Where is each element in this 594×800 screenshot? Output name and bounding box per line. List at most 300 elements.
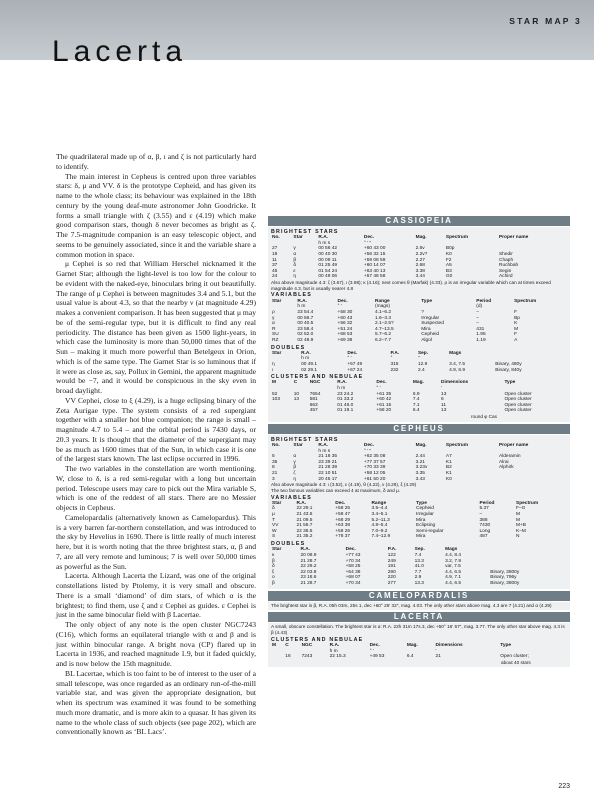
cell: 4.9, 6.9 — [449, 367, 466, 373]
cell: Mira — [416, 534, 426, 540]
col-header: Mag. — [412, 380, 424, 386]
cell: 2.9 — [414, 575, 422, 581]
cepheus-brightest-table — [271, 443, 567, 482]
cell: +67 24 — [347, 367, 363, 373]
cell: Alrai — [498, 459, 509, 465]
cell: Long — [479, 528, 491, 534]
cell: B0p — [445, 246, 455, 252]
cell: 6 — [441, 397, 444, 403]
col-header: Period — [479, 500, 495, 506]
col-header: Spectrum — [445, 443, 468, 449]
cassiopeia-doubles-table — [271, 351, 567, 373]
cell: A5 — [445, 263, 452, 269]
cell: 232 — [390, 367, 399, 373]
cell: 6.4 — [406, 654, 414, 660]
body-paragraph: μ Cephei is so red that William Herschel nicknamed it the Garnet Star; although the light-level is too low for the colour to be evident with the naked-eye, binoculars bring it out beautifully. The range of μ Cephei is between magnitudes 3.4 and 5.1, but the usual value is about 4.3, so that the nearby ν (at magnitude 4.29) makes a convenient comparison. It has been suggested that μ may be of the semi-regular type, but it is difficult to find any real periodicity. The distance has been given as 1500 light-years, in which case the luminosity is more than 50,000 times that of the Sun – making it much more powerful than Betelgeux in Orion, which is of the same type. The Garnet Star is so luminous that if it were as close as, say, Pollux in Gemini, the apparent magnitude would be −7, and it would be conspicuous in the sky even in broad daylight. — [56, 259, 256, 395]
cell: +57 48 58 — [363, 274, 386, 280]
cell: β — [293, 257, 297, 263]
cell: VV — [272, 523, 279, 529]
cell: 37 — [272, 263, 278, 269]
cell: 11 — [272, 257, 277, 263]
cell: 21 43.5 — [296, 512, 313, 518]
cell: Cepheid — [421, 332, 440, 338]
col-header: Spectrum — [514, 298, 537, 304]
col-header: Spectrum — [516, 500, 539, 506]
cell: +56 32 — [337, 321, 353, 327]
cell: K1 — [445, 471, 452, 476]
cell: W — [272, 528, 277, 534]
cell: K–M — [516, 528, 526, 534]
cell: Suspected — [421, 321, 444, 327]
cell: 01 25 49 — [318, 263, 338, 269]
cell: ο — [272, 575, 275, 581]
unit-cell: h m s — [318, 240, 331, 246]
cell: 00 49 06 — [318, 274, 338, 280]
cell: 27 — [272, 246, 278, 252]
lacerta-text: A small, obscure constellation. The brightest star is α: R.A. 22h 31m 17s.3, dec +50° 16′ 57″, mag. 3.77. The only other star above mag. 4.3 is β (4.43) — [271, 624, 565, 635]
cell: 4.7–13.5 — [375, 326, 394, 332]
cell: 20 45 17 — [318, 476, 338, 482]
cell: Shedir — [498, 252, 513, 258]
cell: +58 47 — [335, 512, 351, 518]
cell: Mira — [416, 517, 426, 523]
cell: B3 — [445, 268, 452, 274]
cell: 3.38 — [415, 268, 425, 274]
cell: Segin — [498, 268, 512, 274]
col-header: R.A. — [329, 642, 340, 648]
cell: Achird — [498, 274, 513, 280]
cell: 45 — [272, 268, 278, 274]
cell: +49 53 — [369, 654, 385, 660]
cell: Mira — [421, 326, 431, 332]
col-header: No. — [272, 443, 280, 449]
unit-cell: h m — [301, 356, 310, 362]
cell: 3.43 — [415, 476, 425, 482]
cell: κ — [272, 552, 275, 558]
cell: S — [272, 534, 276, 540]
cell: 457 — [309, 408, 318, 414]
cell: +58 30 — [337, 309, 353, 315]
section-header: STAR MAP 3 — [509, 16, 582, 26]
cell: 7.1 — [412, 402, 420, 408]
cell: 01 33.2 — [337, 397, 354, 403]
cassiopeia-brightest-table — [271, 235, 567, 280]
cell: ι — [272, 367, 274, 373]
cell: var, 7.5 — [445, 564, 461, 570]
cell: ζ — [293, 471, 296, 476]
col-header: Period — [476, 298, 492, 304]
cell: 249 — [387, 558, 396, 564]
col-header: Dec. — [345, 547, 356, 553]
col-header: Dec. — [335, 500, 346, 506]
cell: η — [293, 476, 297, 482]
cell: 02 52.0 — [297, 332, 314, 338]
cepheus-section-title: CEPHEUS — [268, 424, 570, 434]
col-header: Mags — [449, 350, 462, 356]
cell: 22 03.8 — [300, 569, 317, 575]
col-header: Dec. — [347, 350, 358, 356]
cell: 2.2v? — [415, 252, 428, 258]
cell: 7.0–9.2 — [371, 528, 388, 534]
brightest-stars-heading: BRIGHTEST STARS — [271, 229, 339, 235]
cepheus-bright-note-2: The two famous variables can exceed 4 at maximum, δ and μ. — [271, 487, 401, 493]
cell: 21 18 35 — [318, 454, 338, 460]
cell: 00 49.1 — [301, 361, 318, 367]
cell: +63 38 — [335, 523, 351, 529]
col-header: Star — [293, 443, 303, 449]
col-header: R.A. — [318, 235, 328, 241]
table-row — [271, 338, 567, 344]
cell: Ruchbah — [498, 263, 519, 269]
cell: +60 42 — [376, 397, 392, 403]
table-row — [271, 368, 567, 374]
cell: 21 28 39 — [318, 465, 338, 471]
col-header: NGC — [309, 380, 321, 386]
cassiopeia-clusters-table — [271, 380, 567, 414]
cell: 13 — [293, 397, 300, 403]
cell: Binary, 3800y — [490, 569, 520, 575]
cell: Binary, 3800y — [490, 580, 520, 586]
col-header: Proper name — [498, 235, 529, 241]
cell: 21 35.2 — [296, 534, 313, 540]
col-header: Mag. — [406, 642, 418, 648]
camelopardalis-panel — [268, 602, 570, 611]
cell: 13 — [441, 408, 447, 414]
col-header: P.A. — [390, 350, 400, 356]
cell: 1.19 — [476, 337, 486, 343]
cell: Chaph — [498, 257, 514, 263]
col-header: R.A. — [297, 298, 307, 304]
cell: Open cluster — [504, 397, 532, 403]
col-header: C — [293, 380, 298, 386]
col-header: Type — [416, 500, 427, 506]
unit-cell: ″ — [417, 356, 420, 362]
table-row — [271, 534, 567, 540]
cell: +61 15 — [376, 402, 392, 408]
cell: β — [272, 580, 275, 586]
body-paragraph: The main interest in Cepheus is centred upon three variables stars: δ, μ and VV. δ is the prototype Cepheid, and has given its name to the whole class; its behaviour was explained in the 18th century by the young deaf-mute astronomer John Goodricke. It forms a small triangle with ζ (3.55) and ε (4.19) which make good comparison stars, though δ never becomes as bright as ζ. The 7.5-magnitude companion is an easy telescopic object, and seems to be genuinely associated, since it and the variable share a common motion in space. — [56, 171, 256, 259]
cell: R — [272, 326, 276, 332]
cell: ε — [293, 268, 296, 274]
cell: +51 24 — [337, 326, 353, 332]
cell: 2.4 — [417, 367, 425, 373]
col-header: Dimensions — [435, 642, 463, 648]
cell: 4.4, 8.4 — [445, 552, 462, 558]
cell: 23 24.2 — [337, 391, 354, 397]
cell: 01 46.0 — [337, 402, 354, 408]
cell: Bp — [514, 315, 520, 321]
cell: 13.3 — [414, 558, 424, 564]
cell: 4.4, 6.5 — [445, 569, 462, 575]
cell: η — [293, 274, 297, 280]
cell: 4.8–5.4 — [371, 523, 388, 529]
cell: – — [479, 512, 483, 518]
cell: 21 56.7 — [296, 523, 313, 529]
col-header: C — [285, 642, 289, 648]
cell: 23 39 21 — [318, 459, 338, 465]
cell: 2.27 — [415, 257, 425, 263]
cell: F2 — [445, 257, 452, 263]
cell: Binary, 840y — [495, 367, 522, 373]
col-header: R.A. — [301, 350, 311, 356]
cell: 21 09.5 — [296, 517, 313, 523]
cell: 21 28.7 — [300, 558, 317, 564]
cell: 02 29.1 — [301, 367, 318, 373]
cell: 7654 — [309, 391, 321, 397]
cell: Eclipsing — [416, 523, 436, 529]
col-header: Sep. — [414, 547, 425, 553]
cell: δ — [272, 564, 275, 570]
cell: 23 54.4 — [297, 309, 314, 315]
cell: 5.37 — [479, 506, 489, 512]
table-row — [271, 581, 567, 587]
cell: K0 — [445, 252, 452, 258]
cell: F–G — [516, 506, 526, 512]
cell: A7 — [445, 454, 452, 460]
cell: Binary, 480y — [495, 361, 522, 367]
unit-cell: h m — [337, 386, 346, 392]
cell: 3.44 — [415, 274, 425, 280]
cell: γ — [293, 246, 296, 252]
cell: Open cluster — [504, 408, 532, 414]
col-header: Mags — [445, 547, 458, 553]
cell: +58 25 — [345, 564, 361, 570]
page-number: 223 — [558, 783, 570, 790]
cell: 24 — [272, 274, 278, 280]
cell: 01 19.1 — [337, 408, 354, 414]
cell: 7.7 — [414, 569, 422, 575]
cell: Cepheid — [416, 506, 434, 512]
cell: α — [293, 252, 297, 258]
cell: 52 — [272, 391, 278, 397]
cell: 3 — [272, 476, 275, 482]
cell: Irregular — [421, 315, 440, 321]
cell: +69 38 — [337, 337, 353, 343]
col-header: Type — [504, 380, 516, 386]
col-header: M — [272, 642, 276, 648]
cell: Semi-regular — [416, 528, 444, 534]
cell: 13 — [441, 391, 447, 397]
cell: Binary, 796y — [490, 575, 517, 581]
cell: 7430 — [479, 523, 491, 529]
cell: +77 37 57 — [363, 459, 386, 465]
cell: 431 — [476, 326, 485, 332]
cell: 16 — [285, 654, 291, 660]
col-header: Dec. — [363, 235, 375, 241]
cassiopeia-cluster-note: round φ Cas — [471, 414, 497, 420]
cell: 191 — [387, 564, 396, 570]
cell: – — [476, 321, 479, 327]
camelopardalis-text: The brightest star is β, R.A. 05h 03m, 25s 1, dec +60° 26′ 32″, mag. 4.03. The only other stars above mag. 4.3 are 7 (4.21) and α (4.29) — [271, 602, 552, 608]
cell: +70 34 — [345, 580, 361, 586]
col-header: Star — [293, 235, 303, 241]
cepheus-bright-note: Also above magnitude 4.3: ι (3.52), ε (4.19), θ (4.22), ν (4.29), ξ (4.29) — [271, 482, 417, 488]
cell: 1.6–3.3 — [375, 315, 392, 321]
col-header: Range — [375, 298, 390, 304]
cell: 2.1–2.5? — [375, 321, 394, 327]
cell: 23 18.6 — [300, 575, 317, 581]
unit-cell: ° ′ — [347, 356, 352, 362]
cell: +60 43 00 — [363, 246, 386, 252]
col-header: Mag. — [415, 443, 427, 449]
cell: +60 43 — [337, 315, 353, 321]
cell: +77 43 — [345, 552, 361, 558]
unit-cell: h m — [329, 648, 338, 654]
cell: F — [514, 332, 518, 338]
cassiopeia-bright-note: Also above magnitude 4.3: ζ (3.67), ι (3.98); κ (4.16); next comes θ (Marfak) (4.33). ρ is an irregular variable which can at times exceed magnitude 4.3, but is usually nearer 4.8 — [271, 280, 551, 291]
cell: ξ — [272, 569, 275, 575]
body-paragraph: Lacerta. Although Lacerta the Lizard, was one of the original constellations listed by Ptolemy, it is very small and obscure. There is a small ‘diamond’ of dim stars, of which α is the brightest; to find them, use ζ and ε Cephei as guides. ε Cephei is just in the same binocular field with β Lacertae. — [56, 571, 256, 620]
cell: 290 — [387, 569, 396, 575]
cell: β — [293, 465, 297, 471]
brightest-stars-heading: BRIGHTEST STARS — [271, 436, 339, 443]
cell: 3.35 — [415, 471, 425, 476]
lacerta-section-title: LACERTA — [268, 612, 570, 622]
col-header: Dec. — [369, 642, 380, 648]
cell: 00 40.5 — [297, 321, 314, 327]
variables-heading: VARIABLES — [271, 494, 313, 501]
cell: 35 — [272, 459, 278, 465]
cell: 00 56 42 — [318, 246, 338, 252]
cell: 00 40 30 — [318, 252, 338, 258]
clusters-heading: CLUSTERS AND NEBULAE — [271, 636, 364, 643]
cell: 7.4 — [412, 397, 420, 403]
cell: γ — [272, 315, 275, 321]
cell: 3.4–5.1 — [371, 512, 388, 518]
cell: 5.7–6.2 — [375, 332, 392, 338]
cepheus-doubles-table — [271, 547, 567, 586]
cell: 5 — [272, 454, 275, 460]
cell: 4.4, 6.5 — [445, 580, 462, 586]
cell: +61 35 — [376, 391, 392, 397]
cell: 663 — [309, 402, 318, 408]
cell: 10 — [293, 391, 300, 397]
cell: +63 40 13 — [363, 268, 386, 274]
cell: M — [516, 512, 520, 518]
cell: M — [516, 517, 520, 523]
cell: Algol — [421, 337, 432, 343]
col-header: Star — [272, 547, 282, 553]
col-header: Dec. — [363, 443, 375, 449]
cell: +68 53 — [337, 332, 353, 338]
col-header: Spectrum — [445, 235, 468, 241]
cell: K0 — [445, 476, 452, 482]
body-paragraph: The quadrilateral made up of α, β, ι and ζ is not particularly hard to identify. — [56, 152, 256, 171]
cell: 3.21 — [415, 459, 425, 465]
cell: SU — [272, 332, 279, 338]
cell: 7243 — [301, 654, 313, 660]
cell: 487 — [479, 534, 488, 540]
cell: 21 — [272, 471, 278, 476]
cepheus-variables-table — [271, 501, 567, 540]
cell: 220 — [387, 575, 396, 581]
cell: μ — [272, 512, 275, 518]
doubles-heading: DOUBLES — [271, 541, 306, 548]
col-header: No. — [272, 235, 280, 241]
cell: 22 29.2 — [300, 564, 317, 570]
cell: 00 56.7 — [297, 315, 314, 321]
col-header: Star — [272, 298, 282, 304]
unit-cell: (d) — [476, 304, 483, 310]
col-header: Mag. — [415, 235, 427, 241]
body-paragraph: BL Lacertae, which is too faint to be of interest to the user of a small telescope, was once regarded as an ordinary run-of-the-mill variable star, and was given the appropriate designation, but when its spectrum was examined it was found to be something much more dramatic, and is more akin to a quasar. It has given its name to the whole class of such objects (see page 202), which are conventionally known as ‘BL Lacs’. — [56, 668, 256, 737]
col-header: Proper name — [498, 443, 529, 449]
cell: 8 — [272, 465, 275, 471]
cell: 5.2–11.3 — [371, 517, 390, 523]
cell: ρ — [272, 309, 275, 315]
cell: 7.4–12.9 — [371, 534, 391, 540]
col-header: Star — [272, 500, 282, 506]
cell: 315 — [390, 361, 399, 367]
cell: 4.9, 7.1 — [445, 575, 462, 581]
col-header: Dec. — [376, 380, 387, 386]
cell: 18 — [272, 252, 278, 258]
cell: 41.0 — [414, 564, 424, 570]
cell: 02 48.9 — [297, 337, 314, 343]
unit-cell: ° ′ — [337, 304, 342, 310]
cell: G0 — [445, 274, 453, 280]
cell: δ — [272, 506, 275, 512]
unit-cell: ° ′ ″ — [363, 240, 372, 246]
cell: 6.2–7.7 — [375, 337, 392, 343]
cell: α — [272, 321, 275, 327]
cell: +78 37 — [335, 534, 351, 540]
camelopardalis-section-title: CAMELOPARDALIS — [268, 591, 570, 601]
unit-cell: ° ′ — [369, 648, 374, 654]
col-header: Type — [500, 642, 512, 648]
col-header: Range — [371, 500, 387, 506]
cell: +70 34 — [345, 558, 361, 564]
cell: 13.3 — [414, 580, 424, 586]
cell: RZ — [272, 337, 279, 343]
cell: Open cluster — [504, 402, 532, 408]
cell: +70 33 39 — [363, 465, 386, 471]
cell: 23 58.4 — [297, 326, 314, 332]
cell: Alphirk — [498, 465, 514, 471]
cell: +58 26 — [335, 528, 351, 534]
cell: 277 — [387, 580, 396, 586]
cell: 01 54 24 — [318, 268, 338, 274]
body-paragraph: The two variables in the constellation are worth mentioning. W, close to δ, is a red semi-regular with a long but uncertain period. Telescope users may care to pick out the Mira variable S, which is one of the reddest of all stars. There are no Messier objects in Cepheus. — [56, 464, 256, 512]
cell: 22 36.5 — [296, 528, 313, 534]
col-header: R.A. — [296, 500, 307, 506]
doubles-heading: DOUBLES — [271, 344, 306, 351]
cell: 3.2, 7.9 — [445, 558, 462, 564]
cell: β — [272, 558, 275, 564]
page-title: Lacerta — [52, 35, 188, 68]
cell: 11 — [441, 402, 447, 408]
variables-heading: VARIABLES — [271, 292, 313, 299]
cassiopeia-panel — [268, 227, 570, 422]
cell: M — [514, 326, 519, 332]
col-header: Star — [272, 350, 282, 356]
col-header: R.A. — [318, 443, 328, 449]
cell: +62 35 08 — [363, 454, 386, 460]
cell: +68 07 — [345, 575, 361, 581]
cell: 388 — [479, 517, 488, 523]
cell: 6.4 — [412, 408, 420, 414]
cassiopeia-variables-table — [271, 299, 567, 344]
cell: 22 15.3 — [329, 654, 346, 660]
cell: T — [272, 517, 275, 523]
cell: 00 09 11 — [318, 257, 337, 263]
cell: +58 20 — [376, 408, 392, 414]
cell: K — [514, 321, 518, 327]
cell: Open cluster; — [500, 654, 529, 660]
unit-cell: h m s — [318, 448, 331, 454]
cell: 2.68 — [415, 263, 425, 269]
col-header: P.A. — [387, 547, 397, 553]
